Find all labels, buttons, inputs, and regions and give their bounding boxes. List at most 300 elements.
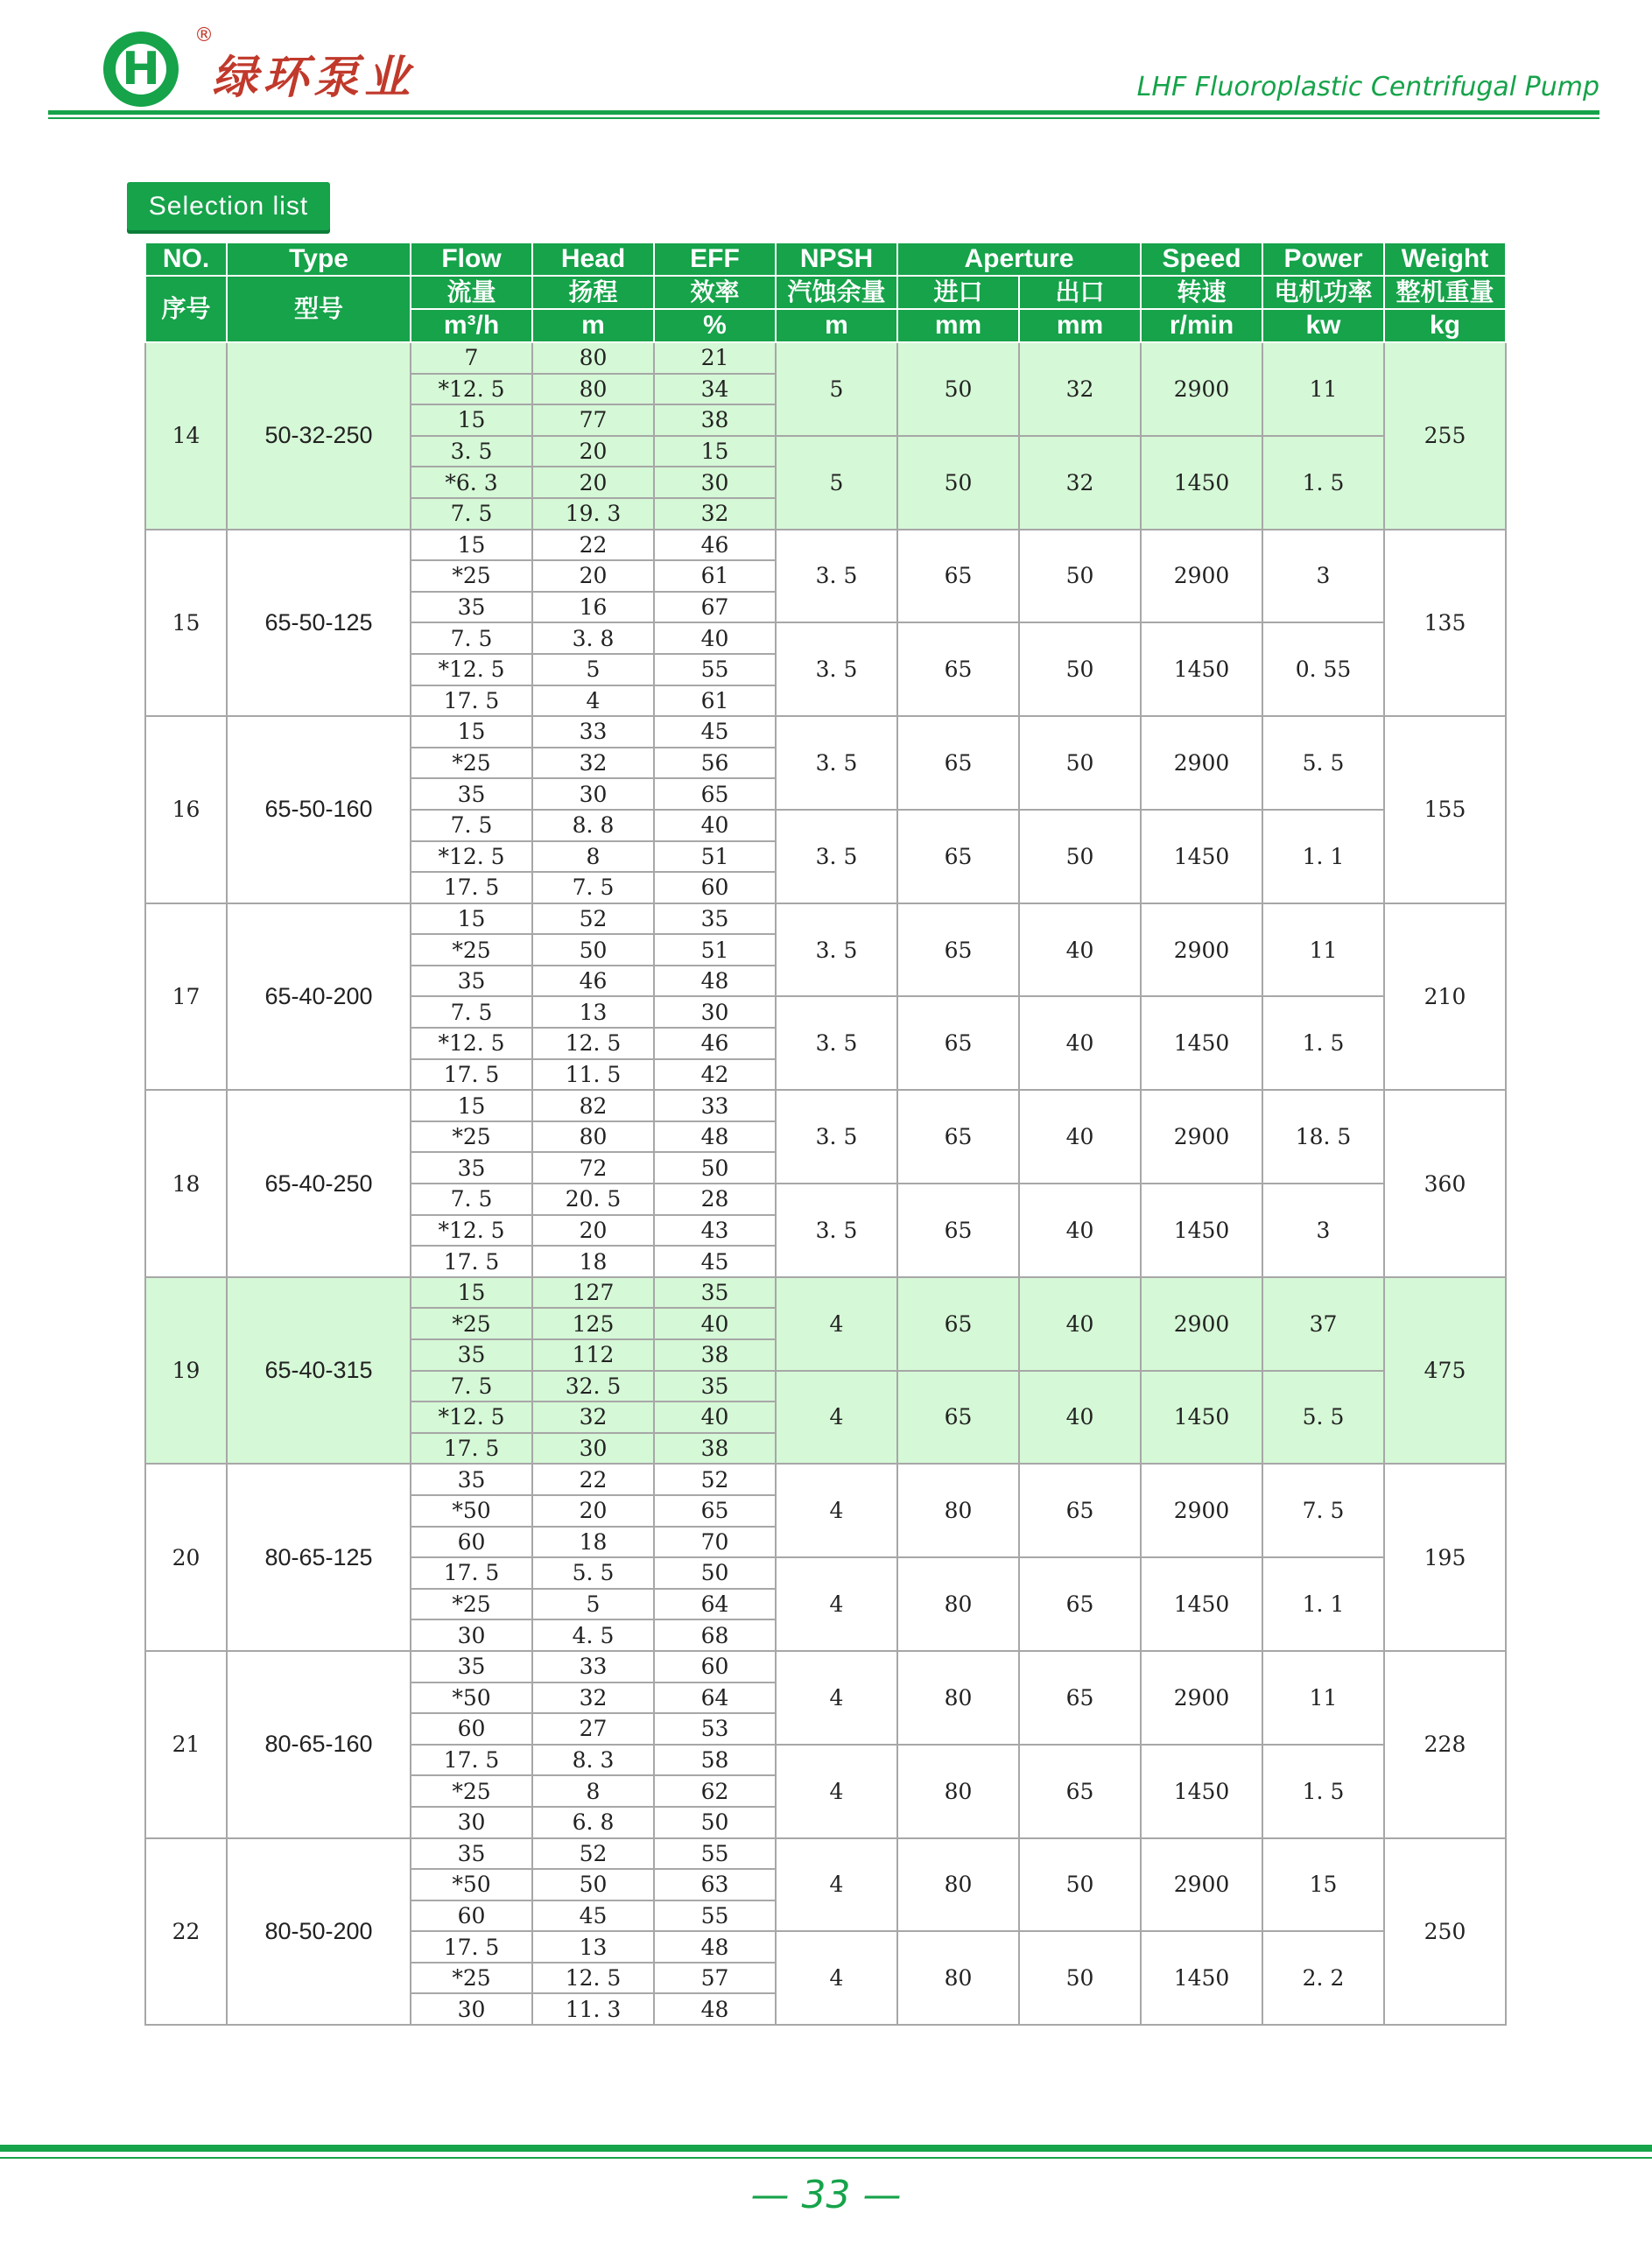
cell-flow: 7. 5 <box>411 1371 532 1402</box>
cell-eff: 48 <box>654 966 776 997</box>
cell-head: 27 <box>532 1713 654 1745</box>
cell-head: 20 <box>532 560 654 592</box>
registered-mark: ® <box>194 25 214 46</box>
cell-outlet: 65 <box>1019 1745 1141 1838</box>
cell-flow: 35 <box>411 1152 532 1184</box>
cell-eff: 50 <box>654 1152 776 1184</box>
page-number-dash-right: — <box>862 2173 902 2217</box>
table-header <box>145 242 1506 342</box>
cell-npsh: 5 <box>776 436 897 530</box>
table-row <box>145 1838 1506 1870</box>
cell-inlet: 80 <box>897 1464 1019 1557</box>
cell-flow: 3. 5 <box>411 436 532 467</box>
header-outlet-zh: 出口 <box>1019 276 1141 309</box>
cell-eff: 15 <box>654 436 776 467</box>
cell-flow: 17. 5 <box>411 1433 532 1465</box>
cell-speed: 1450 <box>1141 436 1262 530</box>
header-head: Head <box>532 242 654 276</box>
cell-head: 12. 5 <box>532 1963 654 1994</box>
cell-power: 1. 5 <box>1262 436 1384 530</box>
cell-head: 80 <box>532 342 654 374</box>
cell-outlet: 32 <box>1019 436 1141 530</box>
header-divider <box>48 110 1599 115</box>
cell-eff: 35 <box>654 1371 776 1402</box>
cell-eff: 51 <box>654 841 776 873</box>
pump-group <box>145 1651 1506 1838</box>
header-aperture: Aperture <box>897 242 1141 276</box>
cell-eff: 60 <box>654 872 776 903</box>
cell-npsh: 3. 5 <box>776 716 897 810</box>
cell-flow: 17. 5 <box>411 1557 532 1589</box>
cell-flow: *50 <box>411 1683 532 1714</box>
cell-flow: 15 <box>411 404 532 436</box>
cell-eff: 38 <box>654 404 776 436</box>
unit-head: m <box>532 309 654 342</box>
cell-head: 11. 3 <box>532 1993 654 2025</box>
cell-type: 65-40-200 <box>227 903 411 1091</box>
logo-letter: H <box>122 43 160 95</box>
cell-head: 8 <box>532 841 654 873</box>
cell-power: 1. 1 <box>1262 810 1384 903</box>
cell-type: 80-65-125 <box>227 1464 411 1651</box>
cell-eff: 64 <box>654 1589 776 1620</box>
cell-flow: *25 <box>411 560 532 592</box>
cell-head: 18 <box>532 1527 654 1558</box>
cell-head: 4. 5 <box>532 1619 654 1651</box>
cell-no: 20 <box>145 1464 227 1651</box>
cell-head: 22 <box>532 1464 654 1495</box>
cell-inlet: 65 <box>897 1371 1019 1465</box>
cell-head: 5 <box>532 1589 654 1620</box>
cell-head: 46 <box>532 966 654 997</box>
cell-weight: 155 <box>1384 716 1506 903</box>
cell-head: 50 <box>532 1869 654 1900</box>
cell-head: 80 <box>532 374 654 405</box>
header-divider-thin <box>48 117 1599 119</box>
cell-head: 32. 5 <box>532 1371 654 1402</box>
cell-power: 1. 5 <box>1262 996 1384 1090</box>
cell-eff: 68 <box>654 1619 776 1651</box>
selection-table <box>144 242 1507 2026</box>
cell-head: 3. 8 <box>532 622 654 654</box>
cell-head: 125 <box>532 1308 654 1339</box>
cell-type: 80-50-200 <box>227 1838 411 2026</box>
cell-npsh: 4 <box>776 1464 897 1557</box>
cell-head: 45 <box>532 1900 654 1932</box>
cell-inlet: 80 <box>897 1745 1019 1838</box>
cell-flow: 15 <box>411 1277 532 1309</box>
cell-eff: 64 <box>654 1683 776 1714</box>
cell-outlet: 65 <box>1019 1651 1141 1745</box>
cell-eff: 38 <box>654 1339 776 1371</box>
cell-speed: 1450 <box>1141 810 1262 903</box>
brand-logo <box>103 32 182 107</box>
cell-flow: 60 <box>411 1713 532 1745</box>
cell-head: 7. 5 <box>532 872 654 903</box>
cell-head: 32 <box>532 748 654 779</box>
cell-head: 30 <box>532 1433 654 1465</box>
unit-inlet: mm <box>897 309 1019 342</box>
page-number-dash-left: — <box>750 2173 790 2217</box>
header-eff: EFF <box>654 242 776 276</box>
cell-head: 8 <box>532 1775 654 1807</box>
cell-outlet: 50 <box>1019 1838 1141 1932</box>
cell-speed: 2900 <box>1141 1838 1262 1932</box>
cell-flow: *12. 5 <box>411 374 532 405</box>
cell-power: 11 <box>1262 1651 1384 1745</box>
cell-flow: *25 <box>411 1589 532 1620</box>
cell-weight: 250 <box>1384 1838 1506 2026</box>
cell-eff: 46 <box>654 1028 776 1059</box>
cell-flow: *12. 5 <box>411 841 532 873</box>
header-weight-zh: 整机重量 <box>1384 276 1506 309</box>
cell-speed: 1450 <box>1141 1931 1262 2025</box>
cell-npsh: 5 <box>776 342 897 436</box>
table-row <box>145 1090 1506 1121</box>
cell-head: 82 <box>532 1090 654 1121</box>
cell-npsh: 3. 5 <box>776 530 897 623</box>
cell-head: 22 <box>532 530 654 561</box>
cell-head: 33 <box>532 1651 654 1683</box>
cell-speed: 1450 <box>1141 622 1262 716</box>
cell-weight: 475 <box>1384 1277 1506 1465</box>
cell-eff: 51 <box>654 934 776 966</box>
cell-flow: *12. 5 <box>411 1028 532 1059</box>
cell-head: 20. 5 <box>532 1184 654 1215</box>
cell-npsh: 3. 5 <box>776 903 897 997</box>
cell-outlet: 40 <box>1019 1371 1141 1465</box>
cell-flow: 15 <box>411 1090 532 1121</box>
cell-flow: 35 <box>411 778 532 810</box>
footer-divider <box>0 2145 1652 2152</box>
cell-power: 15 <box>1262 1838 1384 1932</box>
cell-speed: 2900 <box>1141 1277 1262 1371</box>
table-row <box>145 1651 1506 1683</box>
cell-head: 12. 5 <box>532 1028 654 1059</box>
cell-inlet: 80 <box>897 1557 1019 1651</box>
page-title: LHF Fluoroplastic Centrifugal Pump <box>1136 72 1599 102</box>
pump-group <box>145 1090 1506 1277</box>
cell-flow: 35 <box>411 966 532 997</box>
cell-head: 32 <box>532 1683 654 1714</box>
cell-power: 7. 5 <box>1262 1464 1384 1557</box>
cell-weight: 255 <box>1384 342 1506 530</box>
cell-eff: 30 <box>654 467 776 498</box>
cell-head: 50 <box>532 934 654 966</box>
cell-flow: 17. 5 <box>411 872 532 903</box>
cell-eff: 50 <box>654 1557 776 1589</box>
cell-speed: 2900 <box>1141 1464 1262 1557</box>
cell-outlet: 32 <box>1019 342 1141 436</box>
cell-eff: 42 <box>654 1059 776 1091</box>
cell-head: 8. 8 <box>532 810 654 841</box>
cell-eff: 40 <box>654 622 776 654</box>
cell-speed: 2900 <box>1141 1090 1262 1184</box>
cell-npsh: 4 <box>776 1838 897 1932</box>
cell-eff: 48 <box>654 1931 776 1963</box>
cell-flow: 15 <box>411 716 532 748</box>
cell-npsh: 4 <box>776 1745 897 1838</box>
cell-flow: *50 <box>411 1495 532 1527</box>
cell-flow: *25 <box>411 1121 532 1153</box>
header-eff-zh: 效率 <box>654 276 776 309</box>
cell-eff: 46 <box>654 530 776 561</box>
cell-flow: *50 <box>411 1869 532 1900</box>
cell-flow: 30 <box>411 1619 532 1651</box>
cell-flow: *12. 5 <box>411 1215 532 1247</box>
table-row <box>145 716 1506 748</box>
cell-flow: *25 <box>411 934 532 966</box>
cell-head: 72 <box>532 1152 654 1184</box>
cell-power: 1. 5 <box>1262 1745 1384 1838</box>
header-inlet-zh: 进口 <box>897 276 1019 309</box>
cell-power: 2. 2 <box>1262 1931 1384 2025</box>
cell-outlet: 40 <box>1019 1277 1141 1371</box>
cell-head: 33 <box>532 716 654 748</box>
cell-outlet: 65 <box>1019 1557 1141 1651</box>
cell-flow: 60 <box>411 1527 532 1558</box>
unit-flow: m³/h <box>411 309 532 342</box>
table-row <box>145 1277 1506 1309</box>
cell-inlet: 65 <box>897 1090 1019 1184</box>
cell-flow: 17. 5 <box>411 1931 532 1963</box>
cell-power: 5. 5 <box>1262 1371 1384 1465</box>
cell-npsh: 3. 5 <box>776 810 897 903</box>
pump-group <box>145 716 1506 903</box>
pump-group <box>145 530 1506 717</box>
cell-eff: 45 <box>654 716 776 748</box>
cell-type: 65-50-160 <box>227 716 411 903</box>
cell-flow: 35 <box>411 1339 532 1371</box>
cell-type: 50-32-250 <box>227 342 411 530</box>
header-flow: Flow <box>411 242 532 276</box>
cell-head: 32 <box>532 1402 654 1433</box>
cell-no: 14 <box>145 342 227 530</box>
table-row <box>145 342 1506 374</box>
cell-flow: 7. 5 <box>411 498 532 530</box>
cell-head: 20 <box>532 436 654 467</box>
pump-group <box>145 1838 1506 2026</box>
cell-eff: 56 <box>654 748 776 779</box>
cell-eff: 30 <box>654 996 776 1028</box>
cell-eff: 43 <box>654 1215 776 1247</box>
cell-npsh: 3. 5 <box>776 1184 897 1277</box>
cell-eff: 52 <box>654 1464 776 1495</box>
brand-name: 绿环泵业 <box>212 51 416 104</box>
cell-eff: 70 <box>654 1527 776 1558</box>
cell-inlet: 65 <box>897 1184 1019 1277</box>
cell-outlet: 50 <box>1019 622 1141 716</box>
cell-no: 16 <box>145 716 227 903</box>
header-no: NO. <box>145 242 227 276</box>
cell-npsh: 4 <box>776 1931 897 2025</box>
cell-outlet: 40 <box>1019 903 1141 997</box>
header-npsh: NPSH <box>776 242 897 276</box>
cell-inlet: 65 <box>897 1277 1019 1371</box>
cell-head: 13 <box>532 1931 654 1963</box>
header-speed-zh: 转速 <box>1141 276 1262 309</box>
cell-inlet: 65 <box>897 810 1019 903</box>
cell-power: 18. 5 <box>1262 1090 1384 1184</box>
header-type-zh: 型号 <box>227 276 411 342</box>
cell-power: 1. 1 <box>1262 1557 1384 1651</box>
cell-eff: 34 <box>654 374 776 405</box>
cell-flow: 15 <box>411 903 532 935</box>
cell-power: 37 <box>1262 1277 1384 1371</box>
cell-eff: 57 <box>654 1963 776 1994</box>
cell-eff: 32 <box>654 498 776 530</box>
header-power-zh: 电机功率 <box>1262 276 1384 309</box>
cell-flow: *25 <box>411 748 532 779</box>
cell-weight: 210 <box>1384 903 1506 1091</box>
cell-eff: 61 <box>654 560 776 592</box>
cell-eff: 40 <box>654 1402 776 1433</box>
cell-weight: 360 <box>1384 1090 1506 1277</box>
cell-eff: 35 <box>654 903 776 935</box>
cell-power: 3 <box>1262 1184 1384 1277</box>
cell-no: 18 <box>145 1090 227 1277</box>
cell-outlet: 40 <box>1019 996 1141 1090</box>
cell-head: 20 <box>532 467 654 498</box>
cell-flow: 60 <box>411 1900 532 1932</box>
cell-flow: 7 <box>411 342 532 374</box>
header-row-zh <box>145 276 1506 309</box>
cell-head: 6. 8 <box>532 1807 654 1838</box>
table-row <box>145 903 1506 935</box>
cell-eff: 62 <box>654 1775 776 1807</box>
unit-speed: r/min <box>1141 309 1262 342</box>
cell-flow: 7. 5 <box>411 1184 532 1215</box>
cell-power: 5. 5 <box>1262 716 1384 810</box>
pump-group <box>145 342 1506 530</box>
logo-circle-icon <box>103 32 179 107</box>
header-flow-zh: 流量 <box>411 276 532 309</box>
cell-eff: 55 <box>654 1900 776 1932</box>
page-number-value: 33 <box>801 2173 851 2217</box>
cell-flow: *12. 5 <box>411 1402 532 1433</box>
cell-power: 3 <box>1262 530 1384 623</box>
cell-flow: 17. 5 <box>411 1246 532 1277</box>
cell-head: 5. 5 <box>532 1557 654 1589</box>
cell-speed: 2900 <box>1141 530 1262 623</box>
cell-outlet: 50 <box>1019 1931 1141 2025</box>
cell-flow: 17. 5 <box>411 1745 532 1776</box>
cell-eff: 61 <box>654 685 776 717</box>
cell-head: 52 <box>532 903 654 935</box>
cell-outlet: 40 <box>1019 1090 1141 1184</box>
cell-head: 4 <box>532 685 654 717</box>
cell-npsh: 3. 5 <box>776 1090 897 1184</box>
cell-head: 16 <box>532 592 654 623</box>
cell-head: 52 <box>532 1838 654 1870</box>
selection-table-wrapper <box>144 242 1507 2026</box>
cell-weight: 135 <box>1384 530 1506 717</box>
cell-eff: 58 <box>654 1745 776 1776</box>
cell-head: 19. 3 <box>532 498 654 530</box>
cell-inlet: 65 <box>897 996 1019 1090</box>
cell-flow: 30 <box>411 1993 532 2025</box>
cell-eff: 45 <box>654 1246 776 1277</box>
cell-flow: 35 <box>411 1838 532 1870</box>
cell-type: 80-65-160 <box>227 1651 411 1838</box>
cell-inlet: 50 <box>897 436 1019 530</box>
cell-type: 65-40-315 <box>227 1277 411 1465</box>
table-row <box>145 1464 1506 1495</box>
cell-inlet: 80 <box>897 1931 1019 2025</box>
cell-eff: 63 <box>654 1869 776 1900</box>
header-weight: Weight <box>1384 242 1506 276</box>
cell-inlet: 80 <box>897 1651 1019 1745</box>
cell-flow: 35 <box>411 1651 532 1683</box>
cell-head: 112 <box>532 1339 654 1371</box>
cell-speed: 2900 <box>1141 1651 1262 1745</box>
cell-inlet: 65 <box>897 530 1019 623</box>
header-no-zh: 序号 <box>145 276 227 342</box>
cell-flow: 30 <box>411 1807 532 1838</box>
cell-speed: 1450 <box>1141 1371 1262 1465</box>
cell-eff: 67 <box>654 592 776 623</box>
cell-power: 11 <box>1262 903 1384 997</box>
cell-flow: 15 <box>411 530 532 561</box>
footer-divider-thin <box>0 2157 1652 2159</box>
cell-outlet: 65 <box>1019 1464 1141 1557</box>
cell-flow: *25 <box>411 1963 532 1994</box>
cell-speed: 1450 <box>1141 996 1262 1090</box>
cell-flow: 35 <box>411 592 532 623</box>
cell-flow: 17. 5 <box>411 685 532 717</box>
cell-eff: 50 <box>654 1807 776 1838</box>
page-number <box>0 2173 1652 2217</box>
cell-speed: 1450 <box>1141 1745 1262 1838</box>
cell-eff: 35 <box>654 1277 776 1309</box>
header-npsh-zh: 汽蚀余量 <box>776 276 897 309</box>
cell-outlet: 50 <box>1019 716 1141 810</box>
cell-eff: 55 <box>654 1838 776 1870</box>
cell-flow: 17. 5 <box>411 1059 532 1091</box>
cell-eff: 40 <box>654 1308 776 1339</box>
cell-no: 21 <box>145 1651 227 1838</box>
cell-head: 18 <box>532 1246 654 1277</box>
cell-head: 77 <box>532 404 654 436</box>
cell-npsh: 3. 5 <box>776 996 897 1090</box>
unit-power: kw <box>1262 309 1384 342</box>
cell-flow: 7. 5 <box>411 810 532 841</box>
cell-eff: 60 <box>654 1651 776 1683</box>
cell-npsh: 3. 5 <box>776 622 897 716</box>
cell-head: 5 <box>532 654 654 685</box>
cell-weight: 195 <box>1384 1464 1506 1651</box>
cell-eff: 28 <box>654 1184 776 1215</box>
cell-inlet: 50 <box>897 342 1019 436</box>
cell-power: 0. 55 <box>1262 622 1384 716</box>
cell-eff: 21 <box>654 342 776 374</box>
cell-eff: 65 <box>654 1495 776 1527</box>
cell-npsh: 4 <box>776 1557 897 1651</box>
cell-flow: *25 <box>411 1775 532 1807</box>
cell-head: 20 <box>532 1495 654 1527</box>
cell-head: 80 <box>532 1121 654 1153</box>
cell-flow: 35 <box>411 1464 532 1495</box>
cell-head: 30 <box>532 778 654 810</box>
cell-npsh: 4 <box>776 1277 897 1371</box>
header-type: Type <box>227 242 411 276</box>
cell-speed: 2900 <box>1141 903 1262 997</box>
cell-weight: 228 <box>1384 1651 1506 1838</box>
cell-npsh: 4 <box>776 1371 897 1465</box>
cell-outlet: 40 <box>1019 1184 1141 1277</box>
cell-flow: *6. 3 <box>411 467 532 498</box>
header-head-zh: 扬程 <box>532 276 654 309</box>
